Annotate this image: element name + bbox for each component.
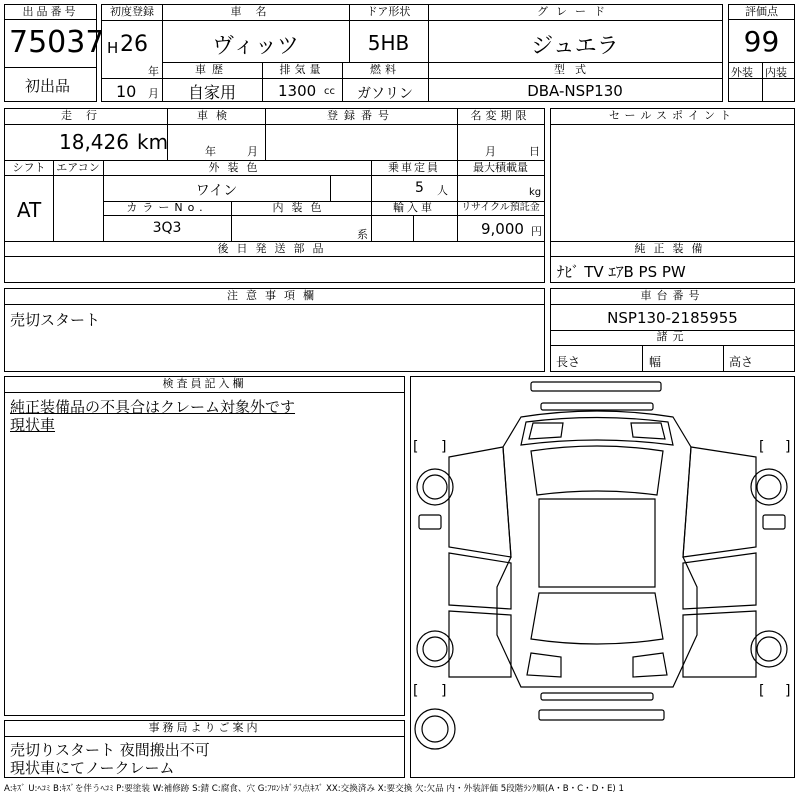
insp-month-unit: 月 [247,145,258,158]
capacity-unit: 人 [437,184,448,197]
mileage-unit: km [137,130,169,154]
shift-label: シフト [12,161,46,174]
main-info-box [101,4,723,102]
color-no-value: 3Q3 [152,220,182,236]
color-no-label: カラーNo. [126,201,208,214]
later-parts-label: 後日発送部品 [217,242,332,255]
lot-box [4,4,105,102]
lot-number: 75037 [9,25,105,60]
ext-color-value: ワイン [195,183,238,199]
car-diagram-svg [411,377,794,777]
car-name-label: 車名 [230,5,281,18]
office-box [4,720,405,778]
bracket-close-left-front: ] [441,439,447,455]
reg-number-label: 登録番号 [327,109,395,122]
exterior-label: 外装 [731,66,753,79]
interior-label: 内装 [765,66,787,79]
chassis-label: 車台番号 [640,289,705,302]
caution-box [4,288,545,372]
bracket-open-left-rear: [ [413,683,419,699]
genuine-value: ﾅﾋﾞ TV ｴｱB PS PW [557,263,686,281]
inspector-line2: 現状車 [10,416,56,434]
year: 26 [120,32,148,57]
genuine-label: 純正装備 [634,242,711,255]
car-diagram [410,376,795,778]
nc-month-unit: 月 [485,145,496,158]
int-color-label: 内装色 [272,201,330,214]
model-label: 型式 [554,63,596,76]
length-label: 長さ [556,355,581,369]
grade-value: ジュエラ [531,34,619,59]
shift-value: AT [16,198,42,222]
office-line1: 売切りスタート 夜間搬出不可 [10,741,210,759]
bracket-close-right-rear: ] [785,683,791,699]
month: 10 [116,82,137,101]
bracket-open-right-rear: [ [759,683,765,699]
history-label: 車歴 [195,63,229,76]
inspection-label: 車検 [197,109,235,122]
sales-points-label: セールスポイント [608,109,736,122]
model-value: DBA-NSP130 [527,82,623,100]
fuel-value: ガソリン [357,86,413,102]
recycle-unit: 円 [531,225,542,238]
score-value: 99 [743,25,780,58]
displacement-label: 排気量 [279,63,325,76]
displacement-unit: cc [324,86,335,97]
sales-box [550,108,795,283]
mileage-value: 18,426 [59,130,129,154]
max-load-unit: kg [529,187,542,198]
year-unit: 年 [148,65,159,78]
max-load-label: 最大積載量 [473,161,528,174]
width-label: 幅 [649,355,662,369]
nc-day-unit: 日 [529,145,540,158]
import-label: 輸入車 [393,201,435,214]
era: H [107,39,119,57]
inspector-box [4,376,405,716]
door-value: 5HB [367,31,410,55]
chassis-value: NSP130-2185955 [607,309,738,327]
bracket-open-left-front: [ [413,439,419,455]
history-value: 自家用 [187,83,236,102]
reg-label: 初度登録 [110,5,154,18]
spec-box [4,108,545,283]
recycle-value: 9,000 [481,220,524,238]
lot-label: 出品番号 [5,5,96,20]
inspector-label: 検査員記入欄 [162,377,247,390]
legend-text: A:ｷｽﾞ U:ﾍｺﾐ B:ｷｽﾞを伴うﾍｺﾐ P:要塗装 W:補修跡 S:錆 C:腐食、穴 G:ﾌﾛﾝﾄｶﾞﾗｽ点ｷｽﾞ XX:交換済み X:要交換 欠:欠品 内・外装評価 5段階ﾗﾝｸ順(A・B・C・D・E) 1 [4,784,624,794]
office-label: 事務局よりご案内 [148,721,261,734]
capacity-value: 5 [415,180,424,196]
ext-color-label: 外装色 [208,161,266,174]
score-box [728,4,795,102]
fuel-label: 燃料 [370,63,400,76]
grade-label: グレード [537,5,613,18]
office-line2: 現状車にてノークレーム [10,759,175,777]
bracket-close-left-rear: ] [441,683,447,699]
name-change-label: 名変期限 [470,109,531,122]
caution-text: 売切スタート [10,311,101,329]
car-name: ヴィッツ [212,34,299,59]
door-label: ドア形状 [366,5,411,18]
bracket-close-right-front: ] [785,439,791,455]
capacity-label: 乗車定員 [388,161,440,174]
int-color-unit: 系 [357,228,368,241]
chassis-box [550,288,795,372]
first-time-badge: 初出品 [25,77,71,95]
score-label: 評価点 [729,5,794,20]
inspector-line1: 純正装備品の不具合はクレーム対象外です [10,398,296,416]
height-label: 高さ [729,355,754,369]
insp-year-unit: 年 [205,145,216,158]
bracket-open-right-front: [ [759,439,765,455]
ac-label: エアコン [56,161,100,174]
mileage-label: 走行 [61,109,111,122]
caution-label: 注意事項欄 [227,289,322,302]
dims-label: 諸元 [656,330,689,343]
recycle-label: リサイクル預託金 [461,202,540,213]
month-unit: 月 [148,87,159,100]
displacement-value: 1300 [278,82,317,100]
